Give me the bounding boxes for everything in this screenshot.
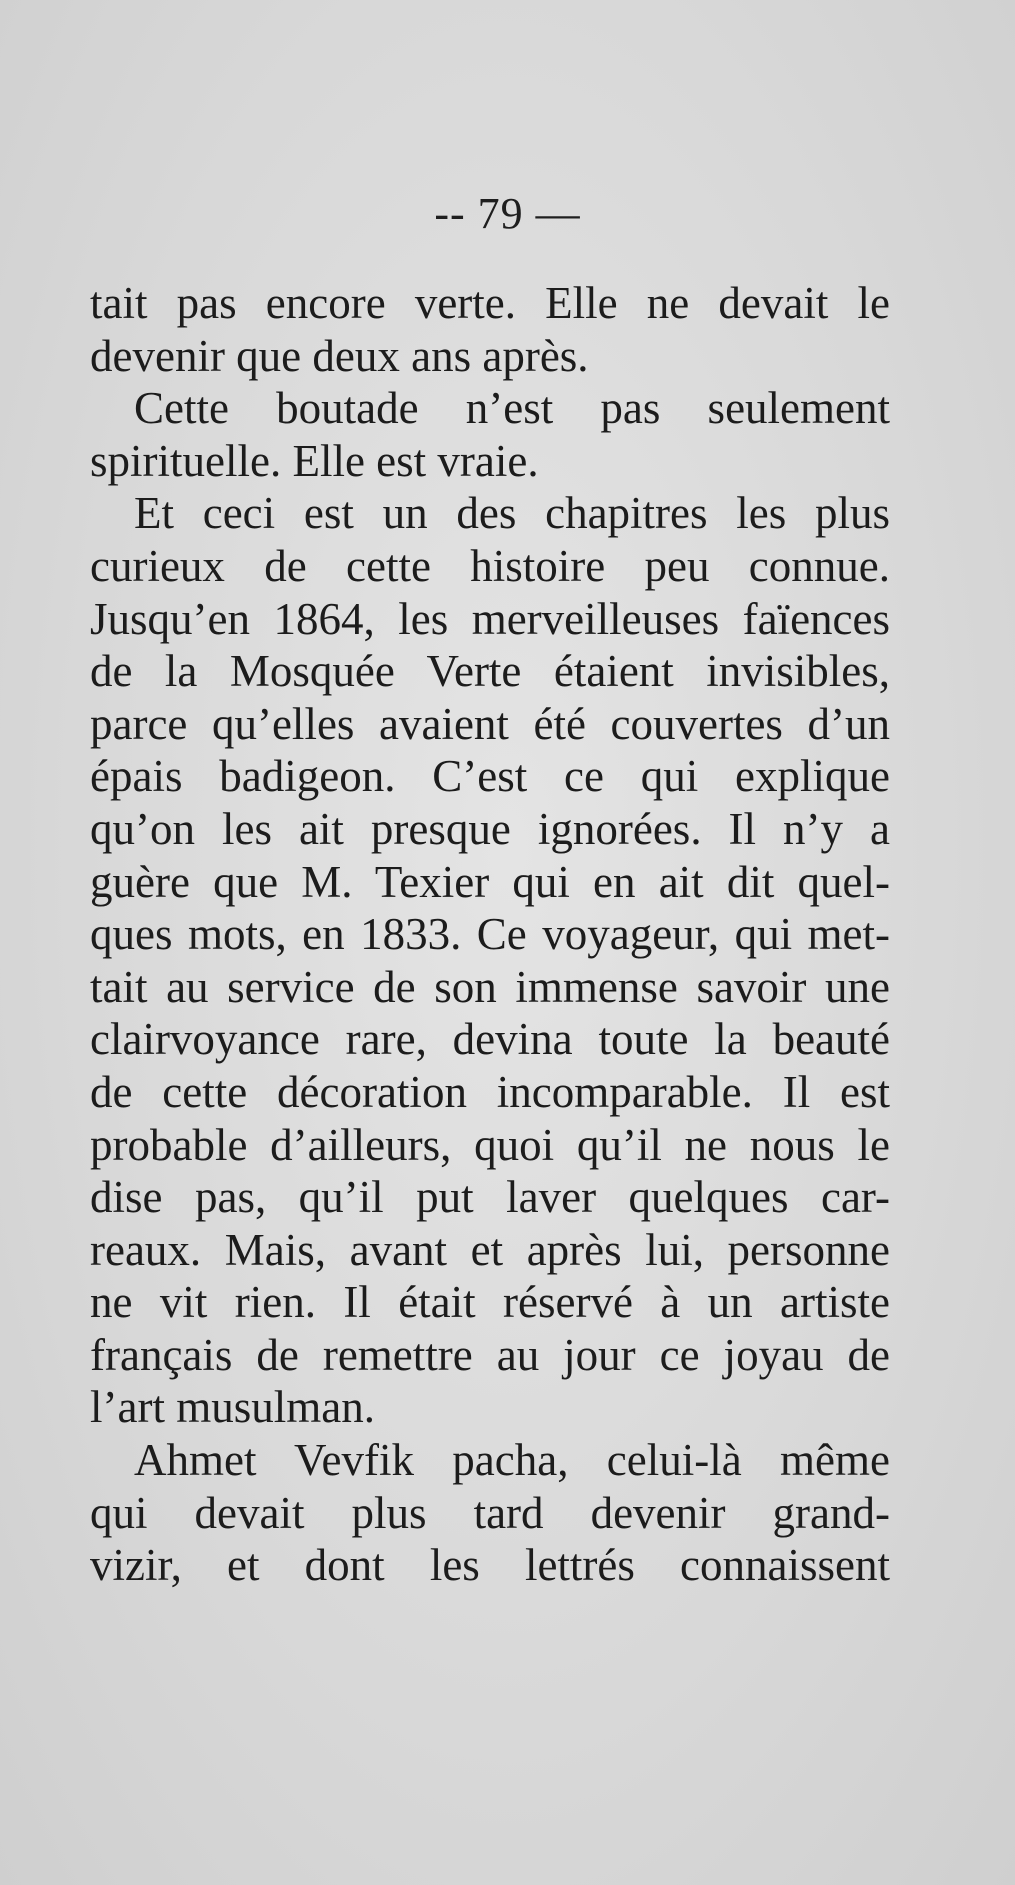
text-line: spirituelle. Elle est vraie. [90, 435, 539, 486]
text-line: clairvoyance rare, devina toute la beauté [90, 1014, 890, 1065]
text-line: reaux. Mais, avant et après lui, personne [90, 1224, 890, 1275]
text-line: curieux de cette histoire peu connue. [90, 540, 890, 591]
text-line: Cette boutade n’est pas seulement [134, 383, 890, 434]
text-line: probable d’ailleurs, quoi qu’il ne nous le [90, 1119, 890, 1170]
text-line: de cette décoration incomparable. Il est [90, 1066, 890, 1117]
text-line: tait au service de son immense savoir une [90, 961, 890, 1012]
text-line: ques mots, en 1833. Ce voyageur, qui met- [90, 909, 890, 960]
page-number: -- 79 — [434, 189, 581, 238]
text-line: parce qu’elles avaient été couvertes d’un [90, 698, 890, 749]
text-line: devenir que deux ans après. [90, 330, 589, 381]
text-line: Jusqu’en 1864, les merveilleuses faïences [90, 593, 890, 644]
text-line: tait pas encore verte. Elle ne devait le [90, 278, 890, 328]
text-line: vizir, et dont les lettrés connaissent [90, 1540, 890, 1591]
text-line: qui devait plus tard devenir grand- [90, 1487, 890, 1538]
text-line: épais badigeon. C’est ce qui explique [90, 751, 890, 802]
body-text [90, 277, 890, 1592]
text-line: ne vit rien. Il était réservé à un artiste [90, 1277, 890, 1328]
text-line: qu’on les ait presque ignorées. Il n’y a [90, 803, 890, 854]
text-line: Ahmet Vevfik pacha, celui-là même [134, 1435, 890, 1486]
text-line: français de remettre au jour ce joyau de [90, 1329, 890, 1380]
text-line: dise pas, qu’il put laver quelques car- [90, 1172, 890, 1223]
text-line: de la Mosquée Verte étaient invisibles, [90, 646, 890, 697]
text-line: Et ceci est un des chapitres les plus [134, 488, 890, 539]
text-line: l’art musulman. [90, 1382, 375, 1433]
text-line: guère que M. Texier qui en ait dit quel- [90, 856, 890, 907]
